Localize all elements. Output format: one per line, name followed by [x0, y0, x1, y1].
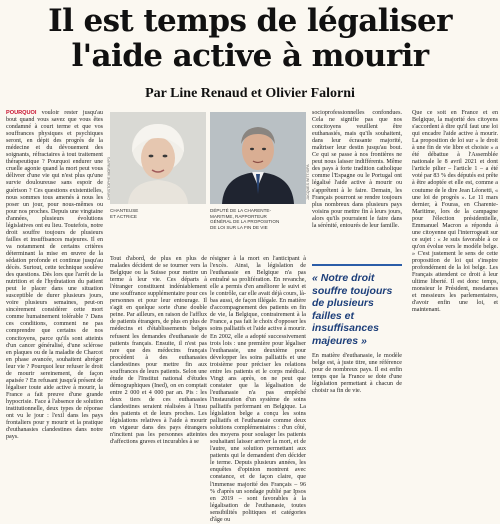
photo-caption-1 [110, 208, 206, 219]
photo-credit-1: CHRISTOPHE MORIN/IP3 [107, 157, 111, 200]
headline [0, 4, 500, 74]
caption-2-line-4: DE LOI SUR LA FIN DE VIE [210, 224, 268, 230]
column-4-text-bottom: En matière d'euthanasie, le modèle belge est, à juste titre, une référence pour de nombreux pays. Il est enfin temps que la France se dote d'une législation permettant à chacun de choisir sa fin de vie. [312, 353, 402, 395]
portrait-photo-olivier-falorni [210, 112, 306, 204]
article-column-2: Tout d'abord, de plus en plus de malades décident de se tourner vers la Belgique ou la Suisse pour mettre un terme à leur vie. Ces départs à l'étranger constituent indéniablement une souffrance supplémentaire pour ces personnes et pour leur entourage. Il s'agit en quelque sorte d'une double peine. Par ailleurs, en raison de l'afflux de patients étrangers, de plus en plus de médecins et d'établissements belges refusent les demandes d'euthanasie de patients français. Ensuite, il n'est pas rare que des médecins français procèdent à des euthanasies clandestines pour mettre fin aux souffrances de leurs patients. Selon une étude de l'Institut national d'études démographiques (Ined), on en comptait entre 2 000 et 4 000 par an. Pis : les deux tiers de ces euthanasies clandestines seraient réalisées à l'insu des patients et de leurs proches. Les législations relatives à l'aide à mourir en vigueur dans des pays étrangers n'incitent pas les personnes atteintes d'affections graves et incurables à se [110, 256, 207, 446]
caption-2-line-2: MARITIME, RAPPORTEUR [210, 213, 267, 219]
article-column-3: résigner à la mort en l'anticipant à l'excès. Ainsi, la législation de l'euthanasie en Belgique n'a pas entraîné sa prolifération. En revanche, elle a permis d'en améliorer le suivi et le contrôle, car elle avait déjà cours, là-bas aussi, de façon illégale. En matière d'accompagnement des patients en fin de vie, la Belgique, contrairement à la France, a pas fait le choix d'opposer les soins palliatifs et l'aide active à mourir. En 2002, elle a adopté successivement trois lois : une première pour légaliser l'euthanasie, une deuxième pour développer les soins palliatifs et une troisième pour préciser les relations entre les patients et le corps médical. Vingt ans après, on ne peut que constater que la légalisation de l'euthanasie n'a pas empêché l'instauration d'un système de soins palliatifs performant en Belgique. La législation belge a conçu les soins palliatifs et l'euthanasie comme deux solutions complémentaires : d'un côté, des moyens pour soulager les patients souhaitant laisser arriver la mort, et de l'autre, une solution permettant aux patients qui le demandent d'en décider le terme. Depuis plusieurs années, les enquêtes d'opinion montrent avec constance, et de façon claire, que l'immense majorité des Français – 96 % d'après un sondage publié par Ipsos en 2019 – sont favorables à la légalisation de l'euthanasie, toutes sensibilités politiques et catégories d'âge ou [210, 256, 306, 523]
column-1-text: vouloir rester jusqu'au bout quand vous savez que vous êtes condamné à court terme et que vos souffrances physiques et psychiques seront, en dépit des progrès de la médecine et du dévouement des soignants, réfractaires à tout traitement thérapeutique ? Pourquoi endurer une cruelle agonie quand la mort peut vous délivrer d'une vie qui n'est plus qu'une survie douloureuse sans espoir de guérison ? Ces questions existentielles, nous sommes tous amenés à nous les poser un jour, pour nous-mêmes ou pour nos proches. Depuis une vingtaine d'années, plusieurs évolutions législatives ont eu lieu. Toutefois, notre droit souffre toujours de plusieurs failles et insuffisances majeures. Il en va notamment de certains critères déterminant la mise en œuvre de la sédation profonde et continue jusqu'au décès. Surtout, cette technique soulève des questions. Dès lors que l'arrêt de la nutrition et de l'hydratation du patient peut le placer dans une situation susceptible de durer plusieurs jours, voire plusieurs semaines, peut-on sincèrement considérer cette mort comme humainement tolérable ? Dans ces conditions, comment ne pas comprendre que certains de nos concitoyens, parce qu'ils sont atteints d'un cancer généralisé, d'une sclérose en plaques ou de la maladie de Charcot en phase avancée, souhaitent abréger leur vie ? Pourquoi leur refuser le droit de mourir sereinement, de façon apaisée ? En refusant jusqu'à présent de légaliser toute aide active à mourir, la France a fait preuve d'une grande hypocrisie. Face à l'absence de solution institutionnelle, deux types de réponse ont vu le jour : l'exil dans les pays frontaliers pour y mourir et la pratique d'euthanasies clandestines dans notre pays. [6, 110, 103, 441]
photo-caption-2 [210, 208, 306, 230]
headline-line-2: l'aide active à mourir [71, 38, 429, 74]
caption-2-line-3: GÉNÉRAL DE LA PROPOSITION [210, 219, 280, 225]
caption-2-line-1: DÉPUTÉ DE LA CHARENTE- [210, 208, 272, 213]
caption-1-line-2: ET ACTRICE [110, 213, 137, 219]
byline: Par Line Renaud et Olivier Falorni [145, 86, 355, 101]
article-column-5: Que ce soit en France et en Belgique, la majorité des citoyens s'accordent à dire qu'il faut une loi qui encadre l'aide active à mourir. La proposition de loi sur « le droit à une fin de vie libre et choisie » a été débattue à l'Assemblée nationale le 8 avril 2021 et dont l'article pilier – l'article 1 – a été voté par 83 % des députés est prête à être adoptée et elle est, comme a coutume de le dire Jean Léonetti, « une loi de progrès ». Le 11 mars dernier, à Fouras, en Charente-Maritime, lors de la campagne pour l'élection présidentielle, Emmanuel Macron a répondu à une citoyenne qui l'interrogeait sur ce sujet : « Je suis favorable à ce qu'on évolue vers le modèle belge. » C'est justement le sens de cette proposition de loi qui s'inspire profondément de la loi belge. Les Français attendent ce droit à leur ultime liberté. Il est donc temps, monsieur le Président, mesdames et messieurs les parlementaires, d'avoir enfin une loi, et maintenant. [412, 110, 498, 314]
column-4-text: socioprofessionnelles confondues. Cela ne signifie pas que nos concitoyens veuillent être euthanasiés, mais qu'ils souhaitent, dans leur écrasante majorité, maîtriser leur destin jusqu'au bout. Ce qui se passe à nos frontières ne peut nous laisser indifférents. Même des pays à forte tradition catholique comme l'Espagne ou le Portugal ont légalisé l'aide active à mourir ou s'apprêtent à le faire. Demain, les Français pourront se rendre toujours plus nombreux dans plusieurs pays voisins pour mettre fin à leurs jours, alors qu'ils pourraient le faire dans la sérénité, entourés de leur famille. [312, 110, 402, 229]
portrait-photo-line-renaud [110, 112, 206, 204]
caption-1-line-1: CHANTEUSE [110, 208, 139, 213]
article-column-1 [6, 110, 103, 440]
portrait-man-icon [210, 112, 306, 204]
kicker-word: POURQUOI [6, 110, 37, 116]
portrait-woman-icon [110, 112, 206, 204]
photo-credit-2: JACQUES WITT/SIPA [306, 164, 310, 200]
pull-quote: « Notre droit souffre toujours de plusieurs failles et insuffisances majeures » [312, 264, 402, 347]
article-column-4 [312, 110, 402, 440]
headline-line-1: Il est temps de légaliser [48, 3, 452, 39]
